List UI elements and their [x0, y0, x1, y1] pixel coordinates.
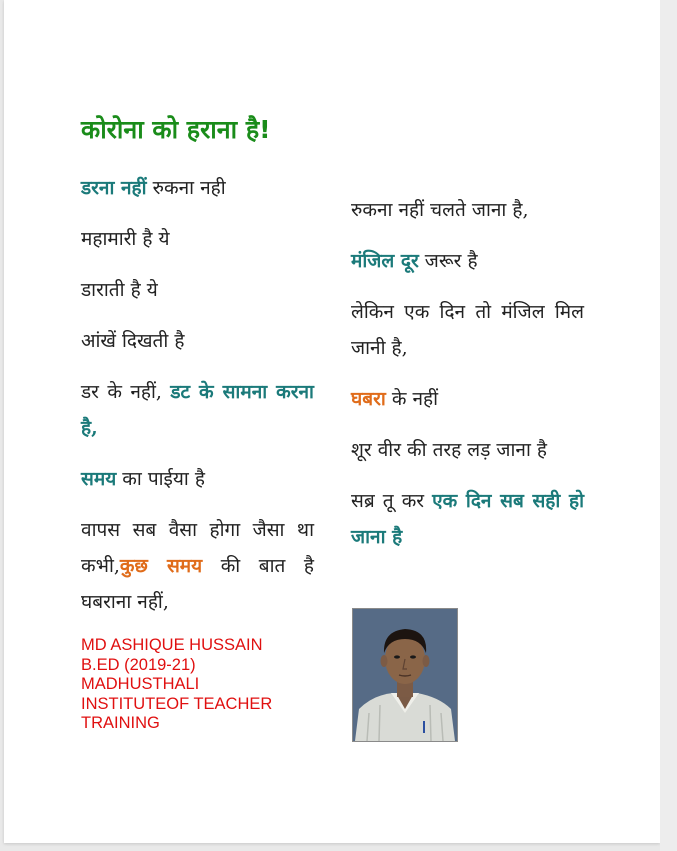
poem-line: [351, 243, 584, 279]
scrollbar[interactable]: [660, 0, 677, 851]
author-institute-line-3: TRAINING: [81, 714, 160, 732]
poem-line: [81, 374, 314, 446]
author-photo: [352, 608, 458, 742]
poem-text: शूर वीर की तरह लड़ जाना है: [351, 439, 548, 461]
poem-text: के नहीं: [385, 388, 439, 410]
poem-right-column: [351, 192, 584, 570]
poem-title: कोरोना को हराना है!: [81, 115, 271, 144]
poem-highlight: समय: [81, 468, 117, 490]
poem-highlight: डट के सामना करना है,: [81, 381, 314, 439]
poem-line: [351, 192, 584, 228]
author-block: [81, 636, 321, 734]
poem-text: डाराती है ये: [81, 279, 158, 301]
poem-text: लेकिन एक दिन तो मंजिल मिल जानी है,: [351, 301, 584, 359]
poem-line: [81, 461, 314, 497]
poem-line: [81, 221, 314, 257]
poem-text: वापस सब वैसा होगा जैसा था कभी,: [81, 519, 314, 577]
poem-line: [81, 272, 314, 308]
poem-line: [81, 323, 314, 359]
poem-highlight: घबरा: [351, 388, 386, 410]
poem-text: सब्र तू कर: [351, 490, 433, 512]
poem-text: डर के नहीं,: [81, 381, 171, 403]
poem-line: [351, 483, 584, 555]
poem-line: [351, 432, 584, 468]
poem-text: महामारी है ये: [81, 228, 170, 250]
author-institute-line-1: MADHUSTHALI: [81, 675, 200, 693]
poem-highlight: मंजिल दूर: [351, 250, 419, 272]
document-page: [4, 0, 660, 843]
poem-left-column: [81, 170, 314, 635]
poem-highlight: डरना नहीं: [81, 177, 147, 199]
poem-text: आंखें दिखती है: [81, 330, 185, 352]
author-name: MD ASHIQUE HUSSAIN: [81, 636, 263, 654]
poem-text: रुकना नही: [146, 177, 226, 199]
portrait-image: [353, 609, 457, 741]
poem-text: की बात है घबराना नहीं,: [81, 555, 314, 613]
poem-highlight: एक दिन सब सही हो जाना है: [351, 490, 584, 548]
poem-text: रुकना नहीं चलते जाना है,: [351, 199, 529, 221]
poem-highlight: कुछ समय: [119, 555, 203, 577]
poem-line: [81, 512, 314, 620]
poem-line: [81, 170, 314, 206]
author-course: B.ED (2019-21): [81, 655, 196, 674]
poem-line: [351, 381, 584, 417]
author-institute-line-2: INSTITUTEOF TEACHER: [81, 694, 273, 713]
poem-text: का पाईया है: [116, 468, 205, 490]
poem-text: जरूर है: [418, 250, 478, 272]
poem-line: [351, 294, 584, 366]
